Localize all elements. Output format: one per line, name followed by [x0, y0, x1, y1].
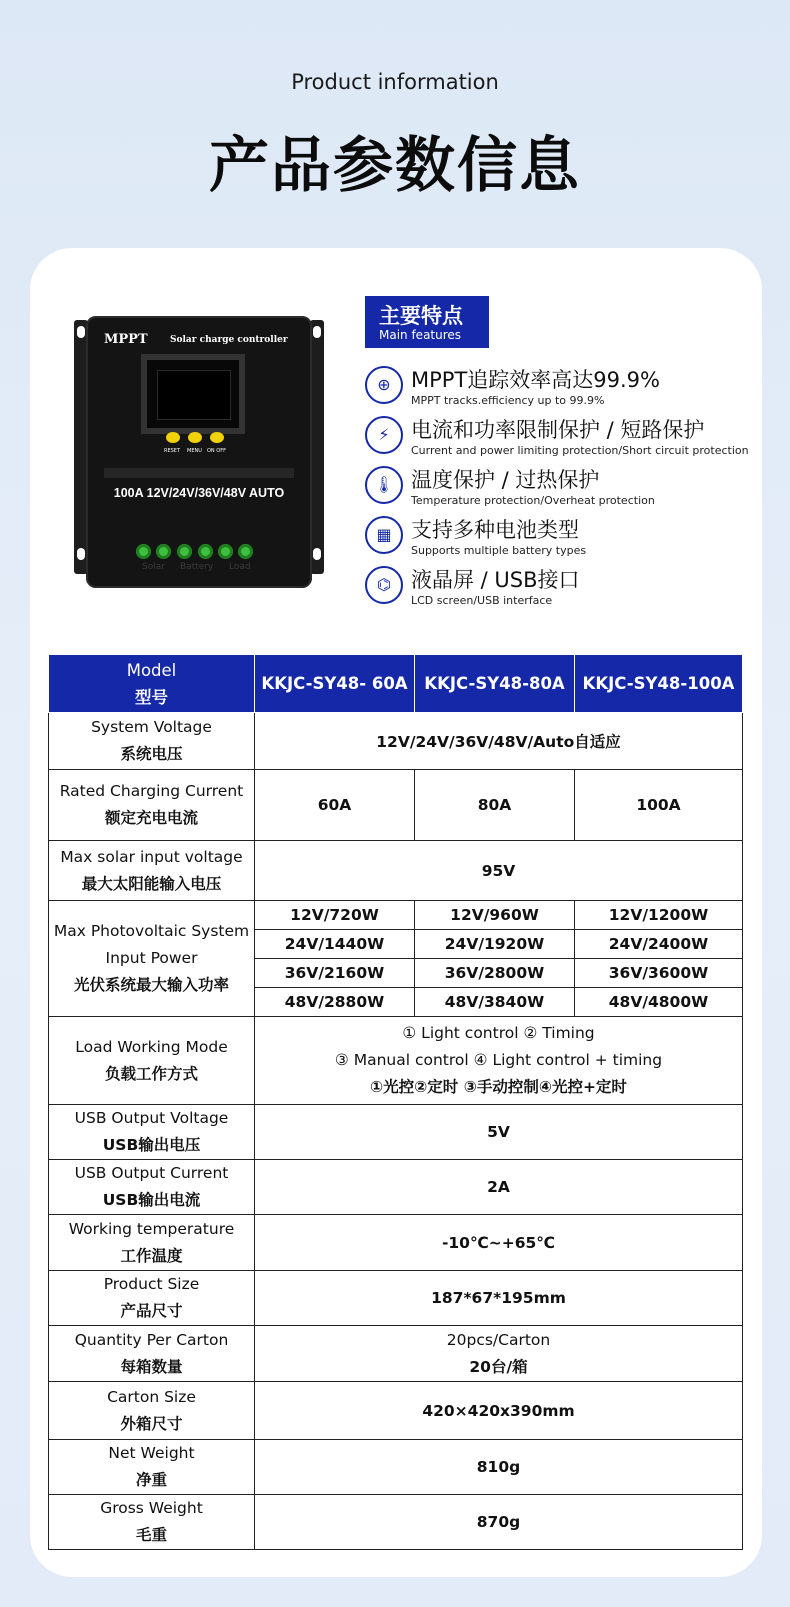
row-label [49, 1017, 255, 1105]
table-header-row [49, 655, 743, 713]
feature-desc: Current and power limiting protection/Short circuit protection [411, 444, 749, 457]
features-title-en: Main features [379, 328, 462, 342]
mounting-bracket-right [310, 320, 324, 574]
load-mode-line: ① Light control ② Timing [402, 1024, 595, 1042]
row-value: 12V/720W [255, 901, 415, 930]
header-model-cn: 型号 [135, 687, 168, 707]
row-value: 48V/2880W [255, 988, 415, 1017]
row-value: 36V/2800W [415, 959, 575, 988]
row-label [49, 1105, 255, 1160]
spec-table [48, 654, 743, 1550]
row-label-en: Max Photovoltaic System [53, 922, 250, 940]
terminal [238, 544, 253, 559]
row-label-cn: 系统电压 [120, 745, 183, 763]
feature-item [365, 516, 790, 562]
row-label-cn: 产品尺寸 [120, 1302, 183, 1320]
row-label-cn: 外箱尺寸 [120, 1414, 183, 1433]
row-label-en: Quantity Per Carton [74, 1330, 229, 1349]
row-label-cn: 工作温度 [120, 1246, 183, 1265]
row-label-en: Net Weight [108, 1444, 195, 1462]
row-value: 24V/1920W [415, 930, 575, 959]
row-label-en: USB Output Voltage [74, 1109, 229, 1127]
device-button [210, 432, 224, 443]
usb-icon: ⌬ [365, 566, 403, 604]
row-value: 24V/1440W [255, 930, 415, 959]
row-value: 12V/1200W [575, 901, 743, 930]
row-label-cn: 负载工作方式 [104, 1064, 198, 1083]
row-value: -10℃~+65℃ [255, 1215, 743, 1271]
terminal [156, 544, 171, 559]
features-title-cn: 主要特点 [379, 304, 463, 328]
row-value: 5V [255, 1105, 743, 1160]
terminal-label: Load [229, 562, 251, 572]
product-image [74, 316, 324, 588]
feature-desc: Temperature protection/Overheat protection [411, 494, 655, 507]
header-model-cell [49, 655, 255, 713]
row-label-en: System Voltage [91, 718, 212, 736]
feature-title: 电流和功率限制保护 / 短路保护 [411, 418, 705, 442]
qty-line: 20pcs/Carton [446, 1330, 551, 1349]
table-row [49, 1440, 743, 1495]
lcd-screen [141, 354, 245, 434]
feature-title: 温度保护 / 过热保护 [411, 468, 600, 492]
table-row [49, 1105, 743, 1160]
row-label [49, 901, 255, 1017]
load-mode-line: ①光控②定时 ③手动控制④光控+定时 [370, 1078, 627, 1096]
table-row [49, 770, 743, 841]
model-cell: KKJC-SY48- 60A [255, 655, 415, 713]
feature-desc: Supports multiple battery types [411, 544, 587, 557]
feature-item [365, 466, 790, 512]
table-row [49, 1326, 743, 1382]
device-button [166, 432, 180, 443]
table-row [49, 1160, 743, 1215]
terminal [218, 544, 233, 559]
row-label-cn: 最大太阳能输入电压 [81, 874, 222, 893]
page-title: 产品参数信息 [209, 131, 581, 201]
table-row [49, 1017, 743, 1105]
thermometer-icon: 🌡 [365, 466, 403, 504]
row-label-cn: 每箱数量 [120, 1357, 183, 1376]
model-cell: KKJC-SY48-80A [415, 655, 575, 713]
device-button-label: ON OFF [207, 448, 226, 454]
row-label-en: Product Size [103, 1275, 200, 1293]
load-mode-line: ③ Manual control ④ Light control + timing [334, 1051, 663, 1069]
row-value: 48V/3840W [415, 988, 575, 1017]
row-value [255, 1017, 743, 1105]
row-label [49, 713, 255, 770]
row-label-en: Working temperature [68, 1219, 235, 1238]
main-features-badge [365, 296, 489, 348]
page-subtitle: Product information [291, 70, 499, 94]
row-value: 187*67*195mm [255, 1271, 743, 1326]
feature-title: 液晶屏 / USB接口 [411, 568, 580, 592]
row-value: 24V/2400W [575, 930, 743, 959]
device-band [104, 468, 294, 478]
row-label-en: Input Power [105, 949, 198, 967]
row-value: 36V/2160W [255, 959, 415, 988]
device-button [188, 432, 202, 443]
grid-icon: ▦ [365, 516, 403, 554]
table-row [49, 841, 743, 901]
row-value: 420×420x390mm [255, 1382, 743, 1440]
header-model-en: Model [126, 660, 177, 680]
row-label-en: USB Output Current [74, 1164, 229, 1182]
row-label [49, 841, 255, 901]
row-value: 48V/4800W [575, 988, 743, 1017]
terminal-label: Battery [180, 562, 214, 572]
row-value: 12V/960W [415, 901, 575, 930]
feature-title: 支持多种电池类型 [411, 518, 579, 542]
row-value: 80A [415, 770, 575, 841]
feature-item [365, 566, 790, 612]
row-label [49, 770, 255, 841]
device-rating: 100A 12V/24V/36V/48V AUTO [113, 486, 285, 500]
row-value: 870g [255, 1495, 743, 1550]
device-button-label: MENU [187, 448, 202, 454]
table-row [49, 901, 743, 930]
row-label-en: Max solar input voltage [60, 847, 243, 866]
row-label [49, 1495, 255, 1550]
model-cell: KKJC-SY48-100A [575, 655, 743, 713]
row-label-en: Rated Charging Current [59, 782, 244, 800]
terminal [136, 544, 151, 559]
device-button-label: RESET [164, 448, 181, 454]
table-row [49, 713, 743, 770]
shield-bolt-icon: ⚡ [365, 416, 403, 454]
row-label-cn: 额定充电电流 [104, 809, 198, 827]
row-value: 60A [255, 770, 415, 841]
row-label [49, 1326, 255, 1382]
row-value: 810g [255, 1440, 743, 1495]
row-value: 100A [575, 770, 743, 841]
row-label-cn: 净重 [135, 1471, 167, 1489]
row-label-cn: 毛重 [135, 1526, 167, 1544]
row-label [49, 1160, 255, 1215]
row-label-cn: USB输出电压 [102, 1136, 201, 1154]
feature-title: MPPT追踪效率高达99.9% [411, 368, 660, 392]
row-value: 95V [255, 841, 743, 901]
terminal [198, 544, 213, 559]
row-label-cn: 光伏系统最大输入功率 [73, 976, 229, 994]
row-label-en: Gross Weight [100, 1499, 203, 1517]
row-label [49, 1215, 255, 1271]
row-value: 2A [255, 1160, 743, 1215]
row-value [255, 1326, 743, 1382]
table-row [49, 1495, 743, 1550]
row-label-en: Load Working Mode [75, 1037, 228, 1056]
controller-body [86, 316, 312, 588]
qty-line: 20台/箱 [469, 1357, 528, 1376]
table-row [49, 1215, 743, 1271]
table-row [49, 1382, 743, 1440]
row-value: 12V/24V/36V/48V/Auto自适应 [255, 713, 743, 770]
feature-desc: LCD screen/USB interface [411, 594, 553, 607]
target-icon: ⊕ [365, 366, 403, 404]
device-brand: MPPT [104, 332, 148, 347]
terminal-label: Solar [142, 562, 165, 572]
row-label [49, 1440, 255, 1495]
feature-item [365, 366, 790, 412]
row-label-en: Carton Size [107, 1387, 196, 1406]
row-label [49, 1382, 255, 1440]
row-label [49, 1271, 255, 1326]
row-value: 36V/3600W [575, 959, 743, 988]
feature-desc: MPPT tracks.efficiency up to 99.9% [411, 394, 605, 407]
feature-item [365, 416, 790, 462]
row-label-cn: USB输出电流 [102, 1191, 201, 1209]
terminal [177, 544, 192, 559]
table-row [49, 1271, 743, 1326]
device-label: Solar charge controller [170, 335, 288, 345]
